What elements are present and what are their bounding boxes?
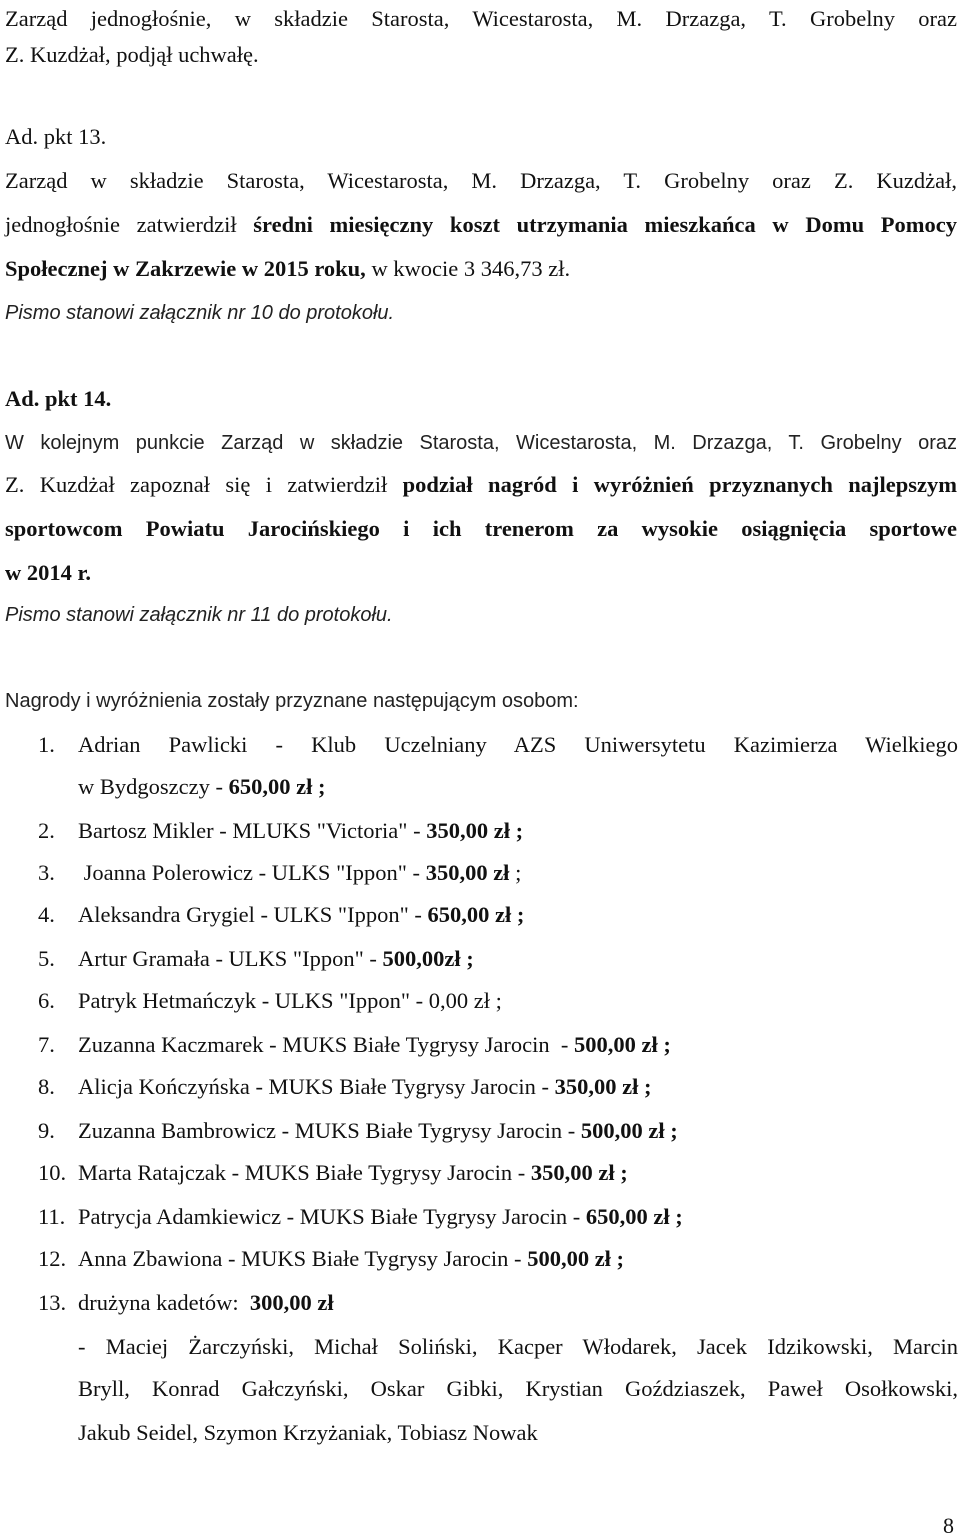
list-item-amount: 500,00zł ; [382, 946, 474, 971]
list-item [38, 1244, 624, 1274]
pkt14-heading: Ad. pkt 14. [5, 386, 112, 411]
awards-intro: Nagrody i wyróżnienia zostały przyznane następującym osobom: [5, 690, 579, 712]
pkt13-line-3-bold: Społecznej w Zakrzewie w 2015 roku, [5, 256, 366, 281]
list-item-number: 10. [38, 1160, 67, 1185]
list-item-text: Patryk Hetmańczyk - ULKS "Ippon" - 0,00 zł ; [78, 988, 502, 1013]
list-item-text: Zuzanna Bambrowicz - MUKS Białe Tygrysy Jarocin - [78, 1118, 581, 1143]
list-item-amount: 650,00 zł ; [427, 902, 525, 927]
pkt14-line-3: sportowcom Powiatu Jarocińskiego i ich trenerom za wysokie osiągnięcia sportowe [5, 516, 957, 541]
list-item-amount: 500,00 zł ; [527, 1246, 625, 1271]
list-item-text: Patrycja Adamkiewicz - MUKS Białe Tygrysy Jarocin - [78, 1204, 586, 1229]
list-item [38, 1072, 652, 1102]
list-item-text: Anna Zbawiona - MUKS Białe Tygrysy Jarocin - [78, 1246, 528, 1271]
pkt13-line-3 [5, 254, 570, 284]
list-item-amount: 350,00 zł ; [554, 1074, 652, 1099]
list-item-number: 3. [38, 860, 55, 885]
list-item-number: 9. [38, 1118, 55, 1143]
list-item-continuation [78, 772, 325, 802]
pkt13-line-1: Zarząd w składzie Starosta, Wicestarosta, M. Drzazga, T. Grobelny oraz Z. Kuzdżał, [5, 168, 957, 193]
team-line-3: Jakub Seidel, Szymon Krzyżaniak, Tobiasz Nowak [78, 1420, 538, 1445]
intro-line-1: Zarząd jednogłośnie, w składzie Starosta, Wicestarosta, M. Drzazga, T. Grobelny oraz [5, 6, 957, 31]
team-line-2: Bryll, Konrad Gałczyński, Oskar Gibki, Krystian Goździaszek, Paweł Osołkowski, [78, 1376, 958, 1401]
list-item [38, 816, 523, 846]
list-item [38, 1116, 678, 1146]
list-item-amount: 500,00 zł ; [573, 1032, 671, 1057]
list-item-number: 12. [38, 1246, 67, 1271]
list-item-amount: 650,00 zł ; [228, 774, 326, 799]
pkt13-line-2 [5, 210, 957, 240]
list-item-cont-text: w Bydgoszczy - [78, 774, 229, 799]
list-item-text: Adrian Pawlicki - Klub Uczelniany AZS Uniwersytetu Kazimierza Wielkiego [78, 732, 958, 757]
list-item-amount: 500,00 zł ; [580, 1118, 678, 1143]
list-item-text: Joanna Polerowicz - ULKS "Ippon" - [78, 860, 426, 885]
list-item [38, 1158, 628, 1188]
page-number: 8 [943, 1513, 954, 1538]
list-item [38, 944, 474, 974]
list-item-amount: 350,00 zł [425, 860, 510, 885]
intro-line-2: Z. Kuzdżał, podjął uchwałę. [5, 42, 259, 67]
list-item [38, 1202, 683, 1232]
list-item-text: Alicja Kończyńska - MUKS Białe Tygrysy Jarocin - [78, 1074, 555, 1099]
list-item-number: 6. [38, 988, 55, 1013]
list-item-number: 4. [38, 902, 55, 927]
pkt14-line-1: W kolejnym punkcie Zarząd w składzie Starosta, Wicestarosta, M. Drzazga, T. Grobelny oraz [5, 432, 957, 454]
pkt13-line-2-bold: średni miesięczny koszt utrzymania mieszkańca w Domu Pomocy [253, 212, 957, 237]
list-item-amount: 350,00 zł ; [530, 1160, 628, 1185]
list-item-amount: 650,00 zł ; [585, 1204, 683, 1229]
list-item-amount: 300,00 zł [249, 1290, 334, 1315]
list-item-text: Artur Gramała - ULKS "Ippon" - [78, 946, 383, 971]
list-item-number: 1. [38, 732, 55, 757]
pkt13-heading: Ad. pkt 13. [5, 124, 107, 149]
list-item-number: 13. [38, 1290, 67, 1315]
pkt14-line-2-bold: podział nagród i wyróżnień przyznanych najlepszym [402, 472, 958, 497]
team-line-1: - Maciej Żarczyński, Michał Soliński, Kacper Włodarek, Jacek Idzikowski, Marcin [78, 1334, 958, 1359]
list-item [38, 986, 502, 1016]
list-item [38, 1288, 334, 1318]
list-item-text: Zuzanna Kaczmarek - MUKS Białe Tygrysy Jarocin - [78, 1032, 574, 1057]
list-item-number: 7. [38, 1032, 55, 1057]
list-item-suffix: ; [509, 860, 522, 885]
list-item-text: Aleksandra Grygiel - ULKS "Ippon" - [78, 902, 428, 927]
list-item [38, 858, 521, 888]
list-item [38, 1030, 671, 1060]
list-item-text: Bartosz Mikler - MLUKS "Victoria" - [78, 818, 427, 843]
pkt13-line-2-plain: jednogłośnie zatwierdził [5, 212, 237, 237]
list-item-number: 5. [38, 946, 55, 971]
pkt14-attachment: Pismo stanowi załącznik nr 11 do protokołu. [5, 604, 393, 626]
list-item-number: 11. [38, 1204, 66, 1229]
list-item-number: 2. [38, 818, 55, 843]
pkt14-line-4: w 2014 r. [5, 560, 92, 585]
list-item-number: 8. [38, 1074, 55, 1099]
list-item-amount: 350,00 zł ; [426, 818, 524, 843]
pkt14-line-2 [5, 470, 957, 500]
list-item [38, 900, 524, 930]
pkt13-attachment: Pismo stanowi załącznik nr 10 do protokołu. [5, 302, 395, 324]
list-item-text: Marta Ratajczak - MUKS Białe Tygrysy Jarocin - [78, 1160, 531, 1185]
pkt14-line-2-plain: Z. Kuzdżał zapoznał się i zatwierdził [5, 472, 388, 497]
list-item-text: drużyna kadetów: [78, 1290, 250, 1315]
list-item [38, 730, 958, 760]
pkt13-line-3-plain: w kwocie 3 346,73 zł. [371, 256, 571, 281]
